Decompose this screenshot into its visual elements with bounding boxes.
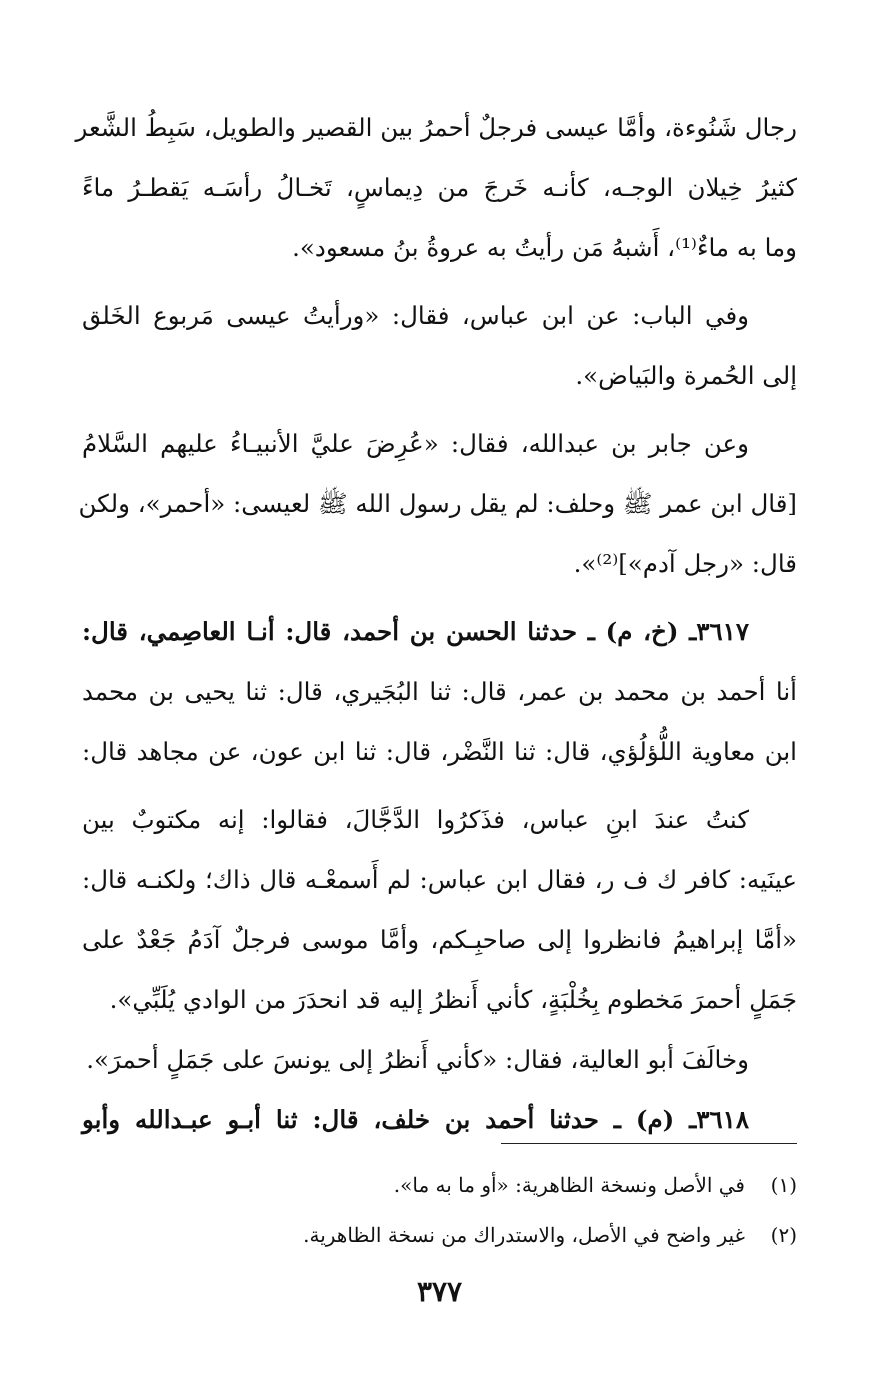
footnote-number: (٢) bbox=[770, 1223, 797, 1247]
text-line: [قال ابن عمر ﷺ وحلف: لم يقل رسول الله ﷺ لعيسى: «أحمر»، ولكن bbox=[78, 489, 797, 518]
footnote-divider bbox=[501, 1143, 797, 1144]
text-line: جَمَلٍ أحمرَ مَخطوم بِخُلْبَةٍ، كأني أَنظرُ إليه قد انحدَرَ من الوادي يُلَبِّي». bbox=[109, 985, 797, 1014]
hadith-3617 bbox=[82, 602, 797, 782]
text-line: كثيرُ خِيلان الوجـه، كأنـه خَرجَ من دِيماسٍ، تَخـالُ رأسَـه يَقطـرُ ماءً bbox=[82, 173, 797, 202]
text-line: أنا أحمد بن محمد بن عمر، قال: ثنا البُجَيري، قال: ثنا يحيى بن محمد bbox=[82, 677, 797, 706]
hadith-3618 bbox=[82, 1090, 797, 1150]
text-line: وعن جابر بن عبدالله، فقال: «عُرِضَ عليَّ الأنبيـاءُ عليهم السَّلامُ bbox=[82, 429, 749, 458]
footnote-text: غير واضح في الأصل، والاستدراك من نسخة الظاهرية. bbox=[303, 1223, 745, 1247]
text-line: وفي الباب: عن ابن عباس، فقال: «ورأيتُ عيسى مَربوع الخَلق bbox=[82, 301, 749, 330]
text-line: قال: «رجل آدم»]⁽²⁾». bbox=[573, 549, 797, 578]
text-line: ٣٦١٧ـ (خ، م) ـ حدثنا الحسن بن أحمد، قال: أنـا العاصِمي، قال: bbox=[82, 617, 749, 646]
footnote-2 bbox=[82, 1210, 797, 1260]
footnote-text: في الأصل ونسخة الظاهرية: «أو ما به ما». bbox=[393, 1173, 745, 1197]
text-line: عينَيه: كافر ك ف ر، فقال ابن عباس: لم أَسمعْـه قال ذاك؛ ولكنـه قال: bbox=[82, 865, 797, 894]
paragraph-1 bbox=[75, 98, 797, 278]
paragraph-5 bbox=[82, 790, 797, 1030]
footnote-1 bbox=[82, 1160, 797, 1210]
paragraph-6 bbox=[82, 1030, 797, 1090]
paragraph-2 bbox=[82, 286, 797, 406]
text-line: ٣٦١٨ـ (م) ـ حدثنا أحمد بن خلف، قال: ثنا أبـو عبـدالله وأبو bbox=[82, 1105, 749, 1134]
footnotes bbox=[82, 1160, 797, 1260]
main-text bbox=[75, 98, 797, 1150]
page-number: ٣٧٧ bbox=[416, 1275, 463, 1308]
text-line: ابن معاوية اللُّؤلُؤي، قال: ثنا النَّضْر، قال: ثنا ابن عون، عن مجاهد قال: bbox=[82, 737, 797, 766]
text-line: وما به ماءٌ⁽¹⁾، أَشبهُ مَن رأيتُ به عروةُ بنُ مسعود». bbox=[292, 233, 797, 262]
text-line: «أمَّا إبراهيمُ فانظروا إلى صاحبِـكم، وأمَّا موسى فرجلٌ آدَمُ جَعْدٌ على bbox=[82, 925, 797, 954]
text-line: إلى الحُمرة والبَياض». bbox=[575, 361, 797, 390]
text-line: وخالَفَ أبو العالية، فقال: «كأني أَنظرُ إلى يونسَ على جَمَلٍ أحمرَ». bbox=[86, 1045, 749, 1074]
paragraph-3 bbox=[78, 414, 797, 594]
text-line: رجال شَنُوءة، وأمَّا عيسى فرجلٌ أحمرُ بين القصير والطويل، سَبِطُ الشَّعر bbox=[75, 113, 797, 142]
footnote-number: (١) bbox=[770, 1173, 797, 1197]
text-line: كنتُ عندَ ابنِ عباس، فذَكرُوا الدَّجَّالَ، فقالوا: إنه مكتوبٌ بين bbox=[82, 805, 749, 834]
